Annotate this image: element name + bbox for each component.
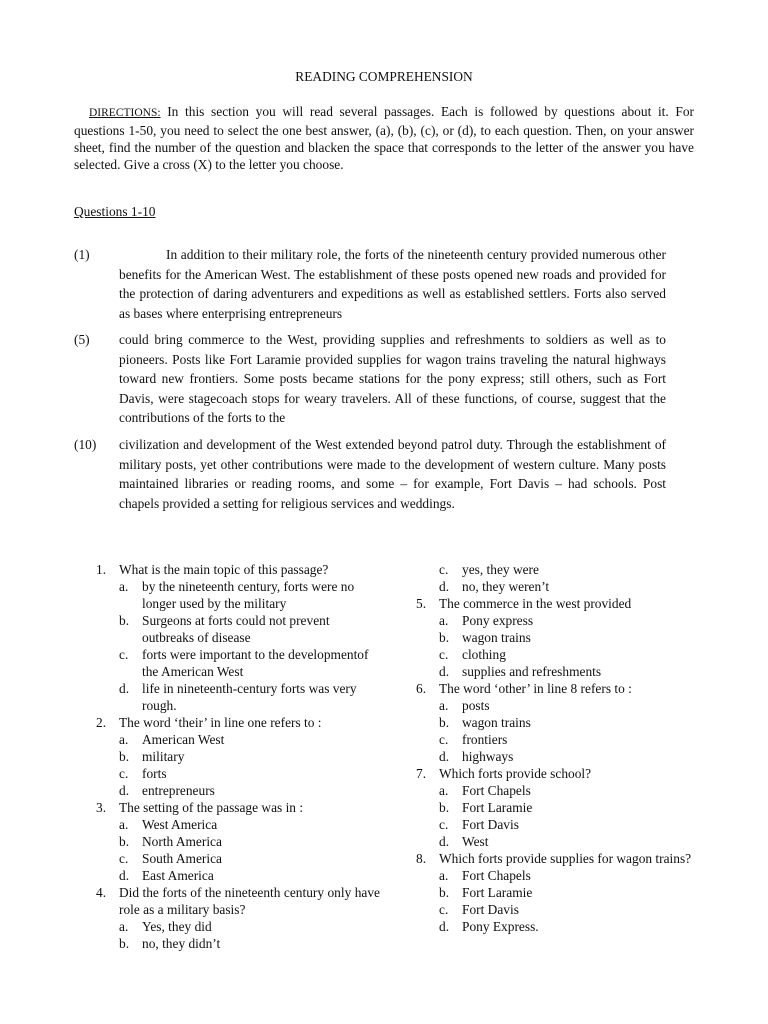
option-letter: c.: [439, 817, 449, 832]
option-text: no, they weren’t: [462, 579, 550, 594]
answer-option[interactable]: [119, 833, 380, 850]
option-text: Fort Laramie: [462, 885, 533, 900]
answer-option[interactable]: [119, 816, 380, 833]
question-item: [416, 765, 696, 850]
question-text: Which forts provide supplies for wagon trains?: [439, 851, 692, 866]
option-letter: a.: [439, 613, 449, 628]
option-text: West America: [142, 817, 218, 832]
option-letter: d.: [119, 783, 130, 798]
answer-option[interactable]: [439, 901, 696, 918]
answer-option[interactable]: [439, 748, 696, 765]
option-list: [119, 731, 380, 799]
option-letter: d.: [119, 681, 130, 696]
option-letter: c.: [119, 851, 129, 866]
option-text: military: [142, 749, 185, 764]
option-letter: a.: [439, 783, 449, 798]
question-item: [96, 884, 380, 952]
option-letter: d.: [439, 664, 450, 679]
option-letter: b.: [119, 613, 130, 628]
option-letter: c.: [119, 647, 129, 662]
answer-option[interactable]: [439, 612, 696, 629]
directions-label: DIRECTIONS:: [89, 107, 161, 119]
question-item: [96, 799, 380, 884]
option-text: no, they didn’t: [142, 936, 221, 951]
answer-option[interactable]: [119, 646, 380, 680]
option-letter: d.: [439, 579, 450, 594]
question-text: Which forts provide school?: [439, 766, 592, 781]
option-text: forts were important to the developmentof the American West: [142, 647, 369, 679]
option-text: frontiers: [462, 732, 508, 747]
answer-option[interactable]: [439, 816, 696, 833]
question-number: 8.: [416, 851, 427, 866]
questions-column-left: [96, 561, 380, 952]
option-text: Pony express: [462, 613, 534, 628]
question-text: The setting of the passage was in :: [119, 800, 304, 815]
question-number: 3.: [96, 800, 107, 815]
option-text: North America: [142, 834, 222, 849]
questions-column-right: [416, 561, 696, 935]
answer-option[interactable]: [119, 731, 380, 748]
option-list: [439, 612, 696, 680]
page-title: READING COMPREHENSION: [295, 69, 473, 84]
question-text: What is the main topic of this passage?: [119, 562, 329, 577]
question-number: 4.: [96, 885, 107, 900]
option-letter: b.: [119, 936, 130, 951]
answer-option[interactable]: [119, 612, 380, 646]
question-item: [416, 680, 696, 765]
answer-option[interactable]: [439, 884, 696, 901]
option-text: West: [462, 834, 489, 849]
option-text: wagon trains: [462, 715, 531, 730]
option-letter: b.: [439, 715, 450, 730]
option-letter: a.: [119, 732, 129, 747]
option-list: [416, 561, 696, 595]
question-number: 7.: [416, 766, 427, 781]
option-letter: c.: [439, 902, 449, 917]
answer-option[interactable]: [119, 680, 380, 714]
option-letter: c.: [439, 562, 449, 577]
question-number: 6.: [416, 681, 427, 696]
answer-option[interactable]: [119, 918, 380, 935]
option-text: entrepreneurs: [142, 783, 215, 798]
option-text: by the nineteenth century, forts were no longer used by the military: [142, 579, 355, 611]
answer-option[interactable]: [439, 918, 696, 935]
option-letter: b.: [439, 800, 450, 815]
option-letter: d.: [439, 749, 450, 764]
option-text: Fort Laramie: [462, 800, 533, 815]
question-text: The commerce in the west provided: [439, 596, 632, 611]
option-letter: c.: [119, 766, 129, 781]
option-text: Fort Chapels: [462, 868, 531, 883]
directions-paragraph: [74, 103, 694, 173]
answer-option[interactable]: [119, 748, 380, 765]
option-text: clothing: [462, 647, 506, 662]
answer-option[interactable]: [439, 663, 696, 680]
answer-option[interactable]: [119, 850, 380, 867]
option-text: Surgeons at forts could not prevent outbreaks of disease: [142, 613, 330, 645]
answer-option[interactable]: [439, 799, 696, 816]
passage-paragraph: could bring commerce to the West, providing supplies and refreshments to soldiers as well as to pioneers. Posts like Fort Laramie provided supplies for wagon trains traveling the natural highways toward new frontiers. Some posts became stations for the pony express; still others, such as Fort Davis, were stagecoach stops for weary travelers. All of these functions, of course, suggest that the contributions of the forts to the: [119, 332, 666, 426]
option-text: highways: [462, 749, 514, 764]
answer-option[interactable]: [119, 935, 380, 952]
answer-option[interactable]: [439, 714, 696, 731]
option-letter: a.: [119, 817, 129, 832]
question-number: 5.: [416, 596, 427, 611]
option-letter: a.: [119, 919, 129, 934]
option-list: [439, 697, 696, 765]
option-letter: a.: [439, 868, 449, 883]
answer-option[interactable]: [439, 578, 696, 595]
option-list: [439, 867, 696, 935]
option-letter: d.: [119, 868, 130, 883]
answer-option[interactable]: [439, 646, 696, 663]
answer-option[interactable]: [439, 782, 696, 799]
option-letter: d.: [439, 834, 450, 849]
option-letter: d.: [439, 919, 450, 934]
answer-option[interactable]: [439, 697, 696, 714]
question-text: Did the forts of the nineteenth century only have role as a military basis?: [119, 885, 380, 917]
answer-option[interactable]: [439, 731, 696, 748]
question-item: [96, 714, 380, 799]
question-item: [96, 561, 380, 714]
option-letter: b.: [439, 885, 450, 900]
option-text: yes, they were: [462, 562, 539, 577]
option-letter: b.: [119, 749, 130, 764]
answer-option[interactable]: [439, 561, 696, 578]
option-text: life in nineteenth-century forts was very rough.: [142, 681, 357, 713]
option-list: [439, 782, 696, 850]
option-text: posts: [462, 698, 490, 713]
option-letter: c.: [439, 647, 449, 662]
answer-option[interactable]: [119, 578, 380, 612]
question-item: [416, 850, 696, 935]
directions-text: In this section you will read several passages. Each is followed by questions about it. For questions 1-50, you need to select the one best answer, (a), (b), (c), or (d), to each question. Then, on your answer sheet, find the number of the question and blacken the space that corresponds to the letter of the answer you have selected. Give a cross (X) to the letter you choose.: [74, 104, 694, 172]
option-text: Fort Davis: [462, 817, 519, 832]
answer-option[interactable]: [439, 833, 696, 850]
option-text: American West: [142, 732, 225, 747]
answer-option[interactable]: [439, 629, 696, 646]
answer-option[interactable]: [119, 765, 380, 782]
option-list: [119, 918, 380, 952]
option-letter: b.: [439, 630, 450, 645]
question-number: 2.: [96, 715, 107, 730]
question-text: The word ‘their’ in line one refers to :: [119, 715, 322, 730]
question-item: [416, 595, 696, 680]
option-list: [119, 578, 380, 714]
option-letter: a.: [439, 698, 449, 713]
passage-paragraph: civilization and development of the West extended beyond patrol duty. Through the establishment of military posts, yet other contributions were made to the development of western culture. Many posts maintained libraries or reading rooms, and some – for example, Fort Davis – had schools. Post chapels provided a setting for religious services and weddings.: [119, 437, 666, 511]
question-text: The word ‘other’ in line 8 refers to :: [439, 681, 632, 696]
option-letter: c.: [439, 732, 449, 747]
question-continuation: [416, 561, 696, 595]
answer-option[interactable]: [119, 782, 380, 799]
passage-line-number: (5): [74, 332, 90, 347]
option-text: forts: [142, 766, 167, 781]
answer-option[interactable]: [439, 867, 696, 884]
option-text: Pony Express.: [462, 919, 539, 934]
option-text: Fort Davis: [462, 902, 519, 917]
passage-line-number: (10): [74, 437, 97, 452]
option-text: supplies and refreshments: [462, 664, 602, 679]
option-text: East America: [142, 868, 214, 883]
option-text: South America: [142, 851, 222, 866]
option-text: Fort Chapels: [462, 783, 531, 798]
option-letter: b.: [119, 834, 130, 849]
option-text: wagon trains: [462, 630, 531, 645]
question-number: 1.: [96, 562, 107, 577]
answer-option[interactable]: [119, 867, 380, 884]
questions-heading: Questions 1-10: [74, 204, 156, 219]
passage-line-number: (1): [74, 247, 90, 262]
option-letter: a.: [119, 579, 129, 594]
passage-paragraph: In addition to their military role, the forts of the nineteenth century provided numerous other benefits for the American West. The establishment of these posts opened new roads and provided for the protection of daring adventurers and expeditions as well as established settlers. Forts also served as bases where enterprising entrepreneurs: [119, 247, 666, 321]
option-text: Yes, they did: [142, 919, 212, 934]
option-list: [119, 816, 380, 884]
